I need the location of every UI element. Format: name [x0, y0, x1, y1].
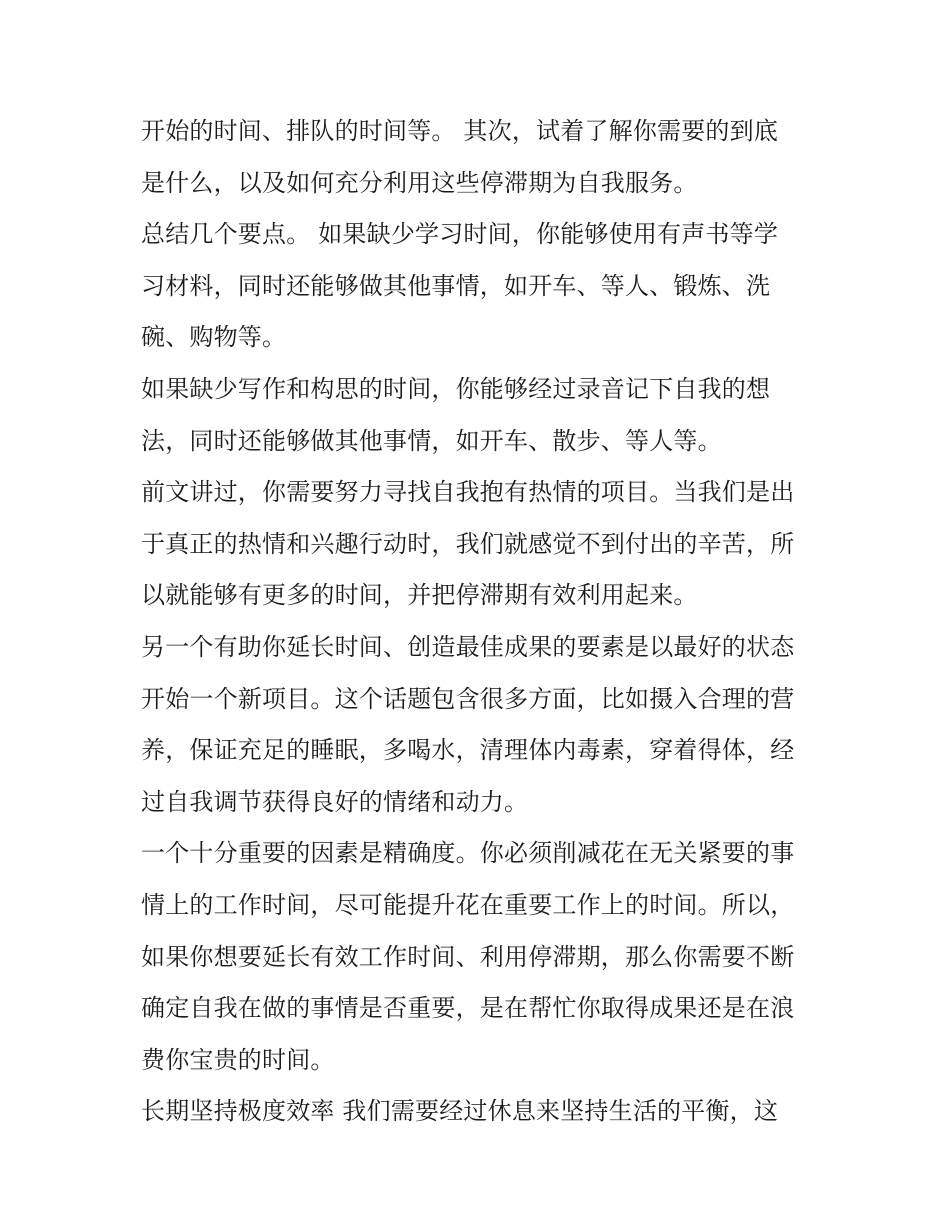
- text-line: 开始的时间、排队的时间等。 其次，试着了解你需要的到底: [141, 117, 779, 145]
- text-line: 于真正的热情和兴趣行动时，我们就感觉不到付出的辛苦，所: [141, 529, 795, 558]
- text-line: 另一个有助你延长时间、创造最佳成果的要素是以最好的状态: [141, 632, 795, 661]
- text-line: 习材料，同时还能够做其他事情，如开车、等人、锻炼、洗: [141, 271, 771, 300]
- text-line: 情上的工作时间，尽可能提升花在重要工作上的时间。所以，: [141, 890, 795, 919]
- text-line: 如果你想要延长有效工作时间、利用停滞期，那么你需要不断: [141, 942, 795, 971]
- text-line: 碗、购物等。: [141, 323, 287, 352]
- text-line: 确定自我在做的事情是否重要，是在帮忙你取得成果还是在浪: [141, 994, 795, 1023]
- body-text: [141, 106, 821, 1138]
- text-line: 总结几个要点。 如果缺少学习时间，你能够使用有声书等学: [141, 220, 779, 249]
- text-line: 前文讲过，你需要努力寻找自我抱有热情的项目。当我们是出: [141, 478, 795, 507]
- text-line: 是什么，以及如何充分利用这些停滞期为自我服务。: [141, 168, 698, 197]
- text-line: 如果缺少写作和构思的时间，你能够经过录音记下自我的想: [141, 374, 771, 403]
- text-line: 过自我调节获得良好的情绪和动力。: [141, 787, 529, 816]
- text-line: 一个十分重要的因素是精确度。你必须削减花在无关紧要的事: [141, 839, 795, 868]
- text-line: 法，同时还能够做其他事情，如开车、散步、等人等。: [141, 426, 722, 455]
- text-line: 养，保证充足的睡眠，多喝水，清理体内毒素，穿着得体，经: [141, 736, 795, 765]
- text-line: 长期坚持极度效率 我们需要经过休息来坚持生活的平衡，这: [141, 1097, 779, 1126]
- text-line: 费你宝贵的时间。: [141, 1045, 335, 1074]
- text-line: 开始一个新项目。这个话题包含很多方面，比如摄入合理的营: [141, 684, 795, 713]
- text-line: 以就能够有更多的时间，并把停滞期有效利用起来。: [141, 581, 698, 610]
